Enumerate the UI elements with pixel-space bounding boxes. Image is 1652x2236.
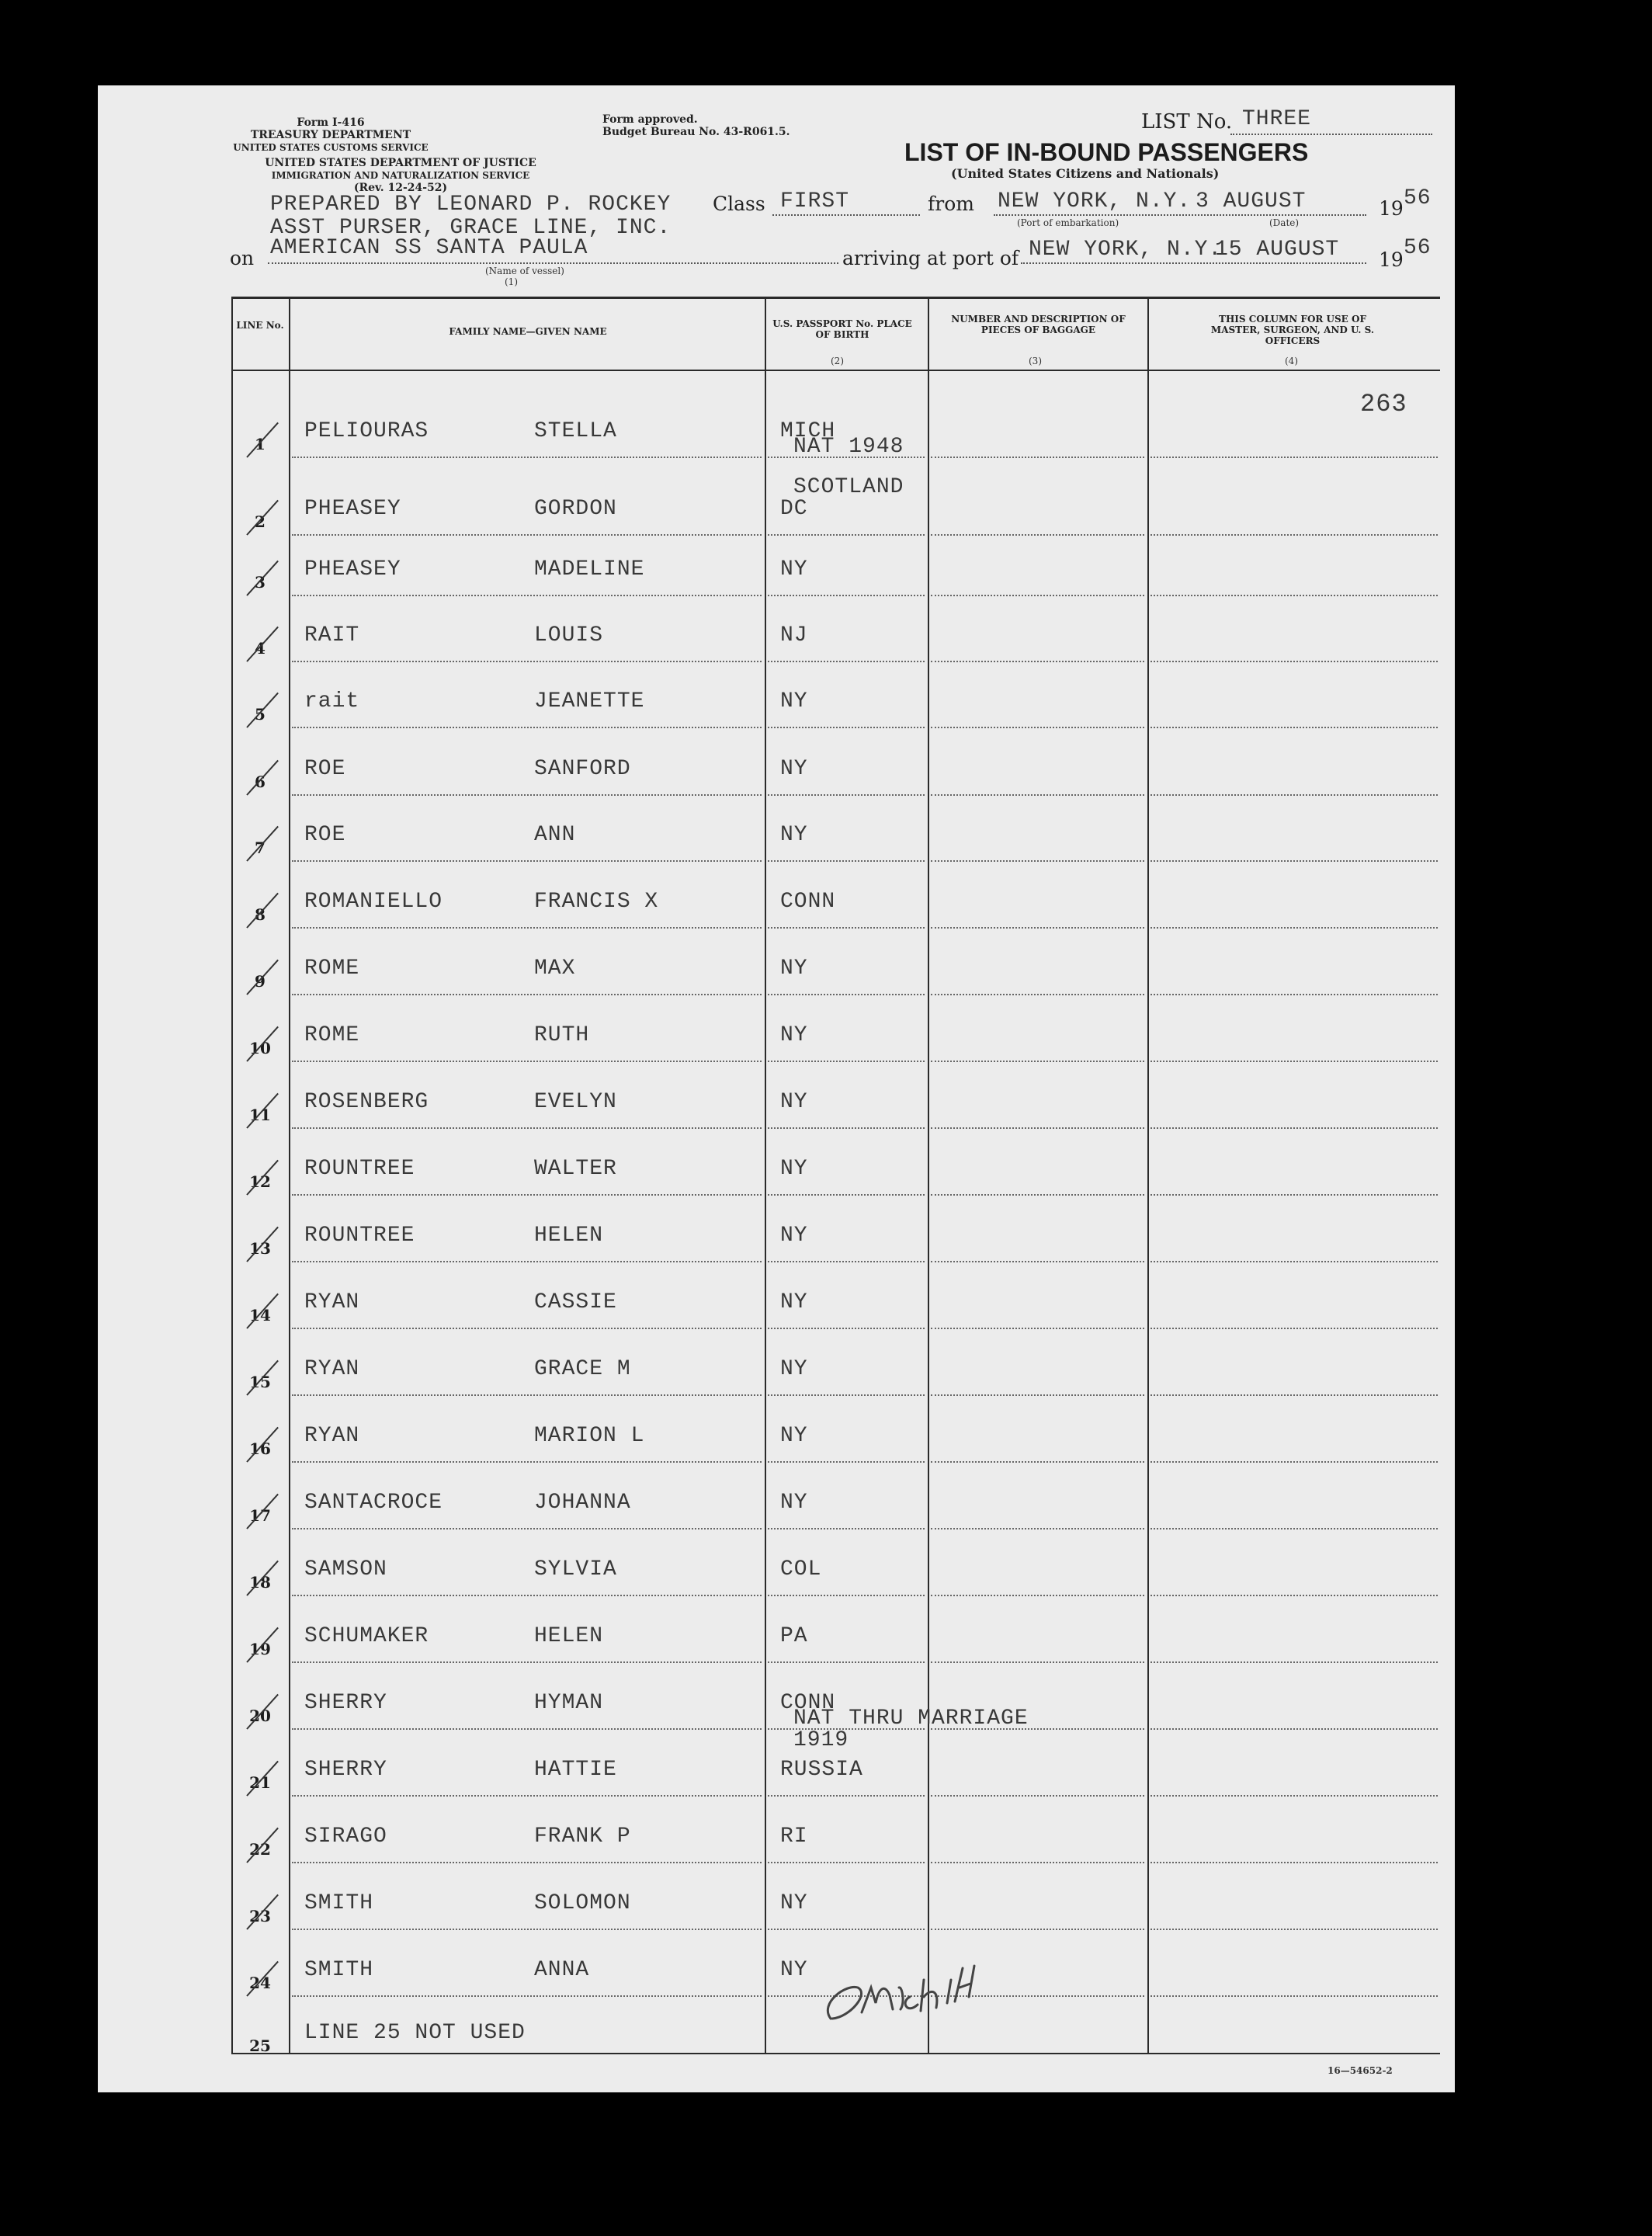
from-year-prefix: 19 [1379,197,1404,220]
col-head-name: FAMILY NAME—GIVEN NAME [449,326,607,337]
family-name: RAIT [304,623,360,648]
class-value: FIRST [780,189,850,214]
place-of-birth: SCOTLAND [793,475,904,499]
place-of-birth: NY [780,1891,808,1915]
line-number: 16 [249,1439,271,1458]
family-name: SMITH [304,1958,374,1982]
col-num-4: (4) [1285,356,1298,366]
form-approval [602,113,790,138]
prepared-by: PREPARED BY LEONARD P. ROCKEY [270,193,672,217]
family-name: RYAN [304,1424,360,1448]
col-head-passport: U.S. PASSPORT No. PLACE OF BIRTH [772,318,912,340]
given-name: WALTER [534,1157,617,1181]
given-name: SYLVIA [534,1557,617,1582]
justice-dept: UNITED STATES DEPARTMENT OF JUSTICE [265,157,536,169]
arrive-year-prefix: 19 [1379,248,1404,271]
arriving-label: arriving at port of [842,247,1019,269]
col-num-3: (3) [1029,356,1042,366]
place-of-birth: NY [780,1357,808,1381]
form-number: Form I-416 [297,116,365,129]
given-name: SANFORD [534,757,631,781]
department: TREASURY DEPARTMENT [250,129,411,141]
line-number: 4 [255,639,266,658]
family-name: PHEASEY [304,557,401,582]
place-of-birth: 1919 [793,1728,849,1752]
given-name: GORDON [534,497,617,521]
place-of-birth: RI [780,1825,808,1849]
given-name: JOHANNA [534,1491,631,1515]
arrive-year: 56 [1404,236,1432,260]
given-name: EVELYN [534,1090,617,1114]
given-name: FRANK P [534,1825,631,1849]
given-name: HELEN [534,1224,604,1248]
family-name: SANTACROCE [304,1491,443,1515]
class-label: Class [713,193,765,215]
form-header-treasury [230,116,432,154]
officer-note: 263 [1360,390,1407,418]
place-of-birth: DC [780,497,808,521]
line-number: 5 [255,705,266,724]
budget-bureau: Budget Bureau No. 43-R061.5. [602,126,790,138]
place-of-birth: NAT THRU MARRIAGE [793,1707,1029,1731]
given-name: HATTIE [534,1758,617,1782]
family-name: ROUNTREE [304,1157,415,1181]
line-number: 3 [255,573,266,592]
arrive-port: NEW YORK, N.Y. [1029,238,1223,262]
line-number: 24 [249,1974,271,1992]
from-year: 56 [1404,186,1432,210]
family-name: PHEASEY [304,497,401,521]
place-of-birth: PA [780,1624,808,1648]
place-of-birth: NY [780,1958,808,1982]
col-head-officers: THIS COLUMN FOR USE OF MASTER, SURGEON, AND U. S. OFFICERS [1210,314,1375,346]
form-approved: Form approved. [602,113,698,126]
given-name: HYMAN [534,1691,604,1715]
form-footer: 16—54652-2 [1328,2065,1393,2076]
given-name: GRACE M [534,1357,631,1381]
given-name: CASSIE [534,1290,617,1314]
given-name: ANN [534,823,576,847]
form-header-justice [230,157,571,194]
family-name: ROUNTREE [304,1224,415,1248]
line-number: 17 [249,1506,271,1525]
col-num-1: (2) [831,356,844,366]
line-number: 6 [255,773,266,791]
given-name: HELEN [534,1624,604,1648]
given-name: RUTH [534,1023,590,1047]
customs-service: UNITED STATES CUSTOMS SERVICE [233,142,429,153]
on-label: on [230,247,255,269]
page-title: LIST OF IN-BOUND PASSENGERS [904,138,1309,166]
given-name: SOLOMON [534,1891,631,1915]
line-number: 2 [255,512,266,531]
vessel-name: AMERICAN SS SANTA PAULA [270,236,588,260]
given-name: ANNA [534,1958,590,1982]
place-of-birth: NY [780,1224,808,1248]
ins-service: IMMIGRATION AND NATURALIZATION SERVICE [271,170,530,181]
vessel-caption: (Name of vessel) [485,266,564,276]
family-name: ROMANIELLO [304,890,443,914]
family-name: ROSENBERG [304,1090,429,1114]
family-name: ROE [304,757,346,781]
place-of-birth: CONN [780,890,836,914]
date-caption: (Date) [1269,217,1300,228]
place-of-birth: NY [780,757,808,781]
given-name: STELLA [534,419,617,443]
line-number: 11 [249,1106,271,1124]
from-date: 3 AUGUST [1196,189,1307,214]
place-of-birth: NY [780,1023,808,1047]
line-number: 15 [249,1373,271,1391]
line-number: 25 [249,2036,271,2055]
place-of-birth: MICH [780,419,836,443]
line-number: 1 [255,435,266,453]
place-of-birth: NY [780,1290,808,1314]
line-number: 9 [255,972,266,991]
from-port: NEW YORK, N.Y. [998,189,1192,214]
arrive-date: 15 AUGUST [1215,238,1340,262]
family-name: SAMSON [304,1557,387,1582]
prepared-by-title: ASST PURSER, GRACE LINE, INC. [270,216,672,240]
line-number: 20 [249,1707,271,1725]
family-name: SHERRY [304,1691,387,1715]
place-of-birth: NJ [780,623,808,648]
port-caption: (Port of embarkation) [1017,217,1119,228]
line-number: 14 [249,1306,271,1325]
vessel-col-num: (1) [505,276,518,287]
place-of-birth: NY [780,1491,808,1515]
family-name: RYAN [304,1357,360,1381]
place-of-birth: NAT 1948 [793,435,904,459]
page-subtitle: (United States Citizens and Nationals) [951,166,1220,181]
line-number: 7 [255,838,266,857]
family-name: SHERRY [304,1758,387,1782]
line-number: 21 [249,1773,271,1792]
signature-text: D Rich RAM [815,1910,820,1911]
family-name: SCHUMAKER [304,1624,429,1648]
family-name: rait [304,689,360,714]
family-name: ROME [304,1023,360,1047]
given-name: MAX [534,957,576,981]
line-number: 23 [249,1907,271,1925]
family-name: LINE 25 NOT USED [304,2021,526,2045]
family-name: RYAN [304,1290,360,1314]
place-of-birth: NY [780,689,808,714]
line-number: 12 [249,1172,271,1191]
col-head-line: LINE No. [236,320,284,331]
list-number-value: THREE [1242,107,1312,131]
from-label: from [928,193,974,215]
place-of-birth: NY [780,557,808,582]
given-name: MARION L [534,1424,645,1448]
place-of-birth: NY [780,1424,808,1448]
given-name: LOUIS [534,623,604,648]
line-number: 10 [249,1039,271,1057]
family-name: ROME [304,957,360,981]
family-name: SMITH [304,1891,374,1915]
line-number: 19 [249,1640,271,1658]
col-head-baggage: NUMBER AND DESCRIPTION OF PIECES OF BAGGAGE [951,314,1126,335]
family-name: PELIOURAS [304,419,429,443]
given-name: MADELINE [534,557,645,582]
manifest-sheet [98,85,1455,2092]
place-of-birth: CONN [780,1691,836,1715]
revision: (Rev. 12-24-52) [353,182,448,194]
given-name: JEANETTE [534,689,645,714]
place-of-birth: COL [780,1557,822,1582]
line-number: 18 [249,1573,271,1592]
line-number: 8 [255,905,266,924]
line-number: 22 [249,1840,271,1859]
place-of-birth: NY [780,1090,808,1114]
place-of-birth: NY [780,957,808,981]
given-name: FRANCIS X [534,890,659,914]
family-name: SIRAGO [304,1825,387,1849]
family-name: ROE [304,823,346,847]
signature [815,1910,1017,2034]
list-number-label: LIST No. [1141,110,1233,134]
place-of-birth: NY [780,823,808,847]
place-of-birth: RUSSIA [780,1758,863,1782]
place-of-birth: NY [780,1157,808,1181]
line-number: 13 [249,1239,271,1258]
